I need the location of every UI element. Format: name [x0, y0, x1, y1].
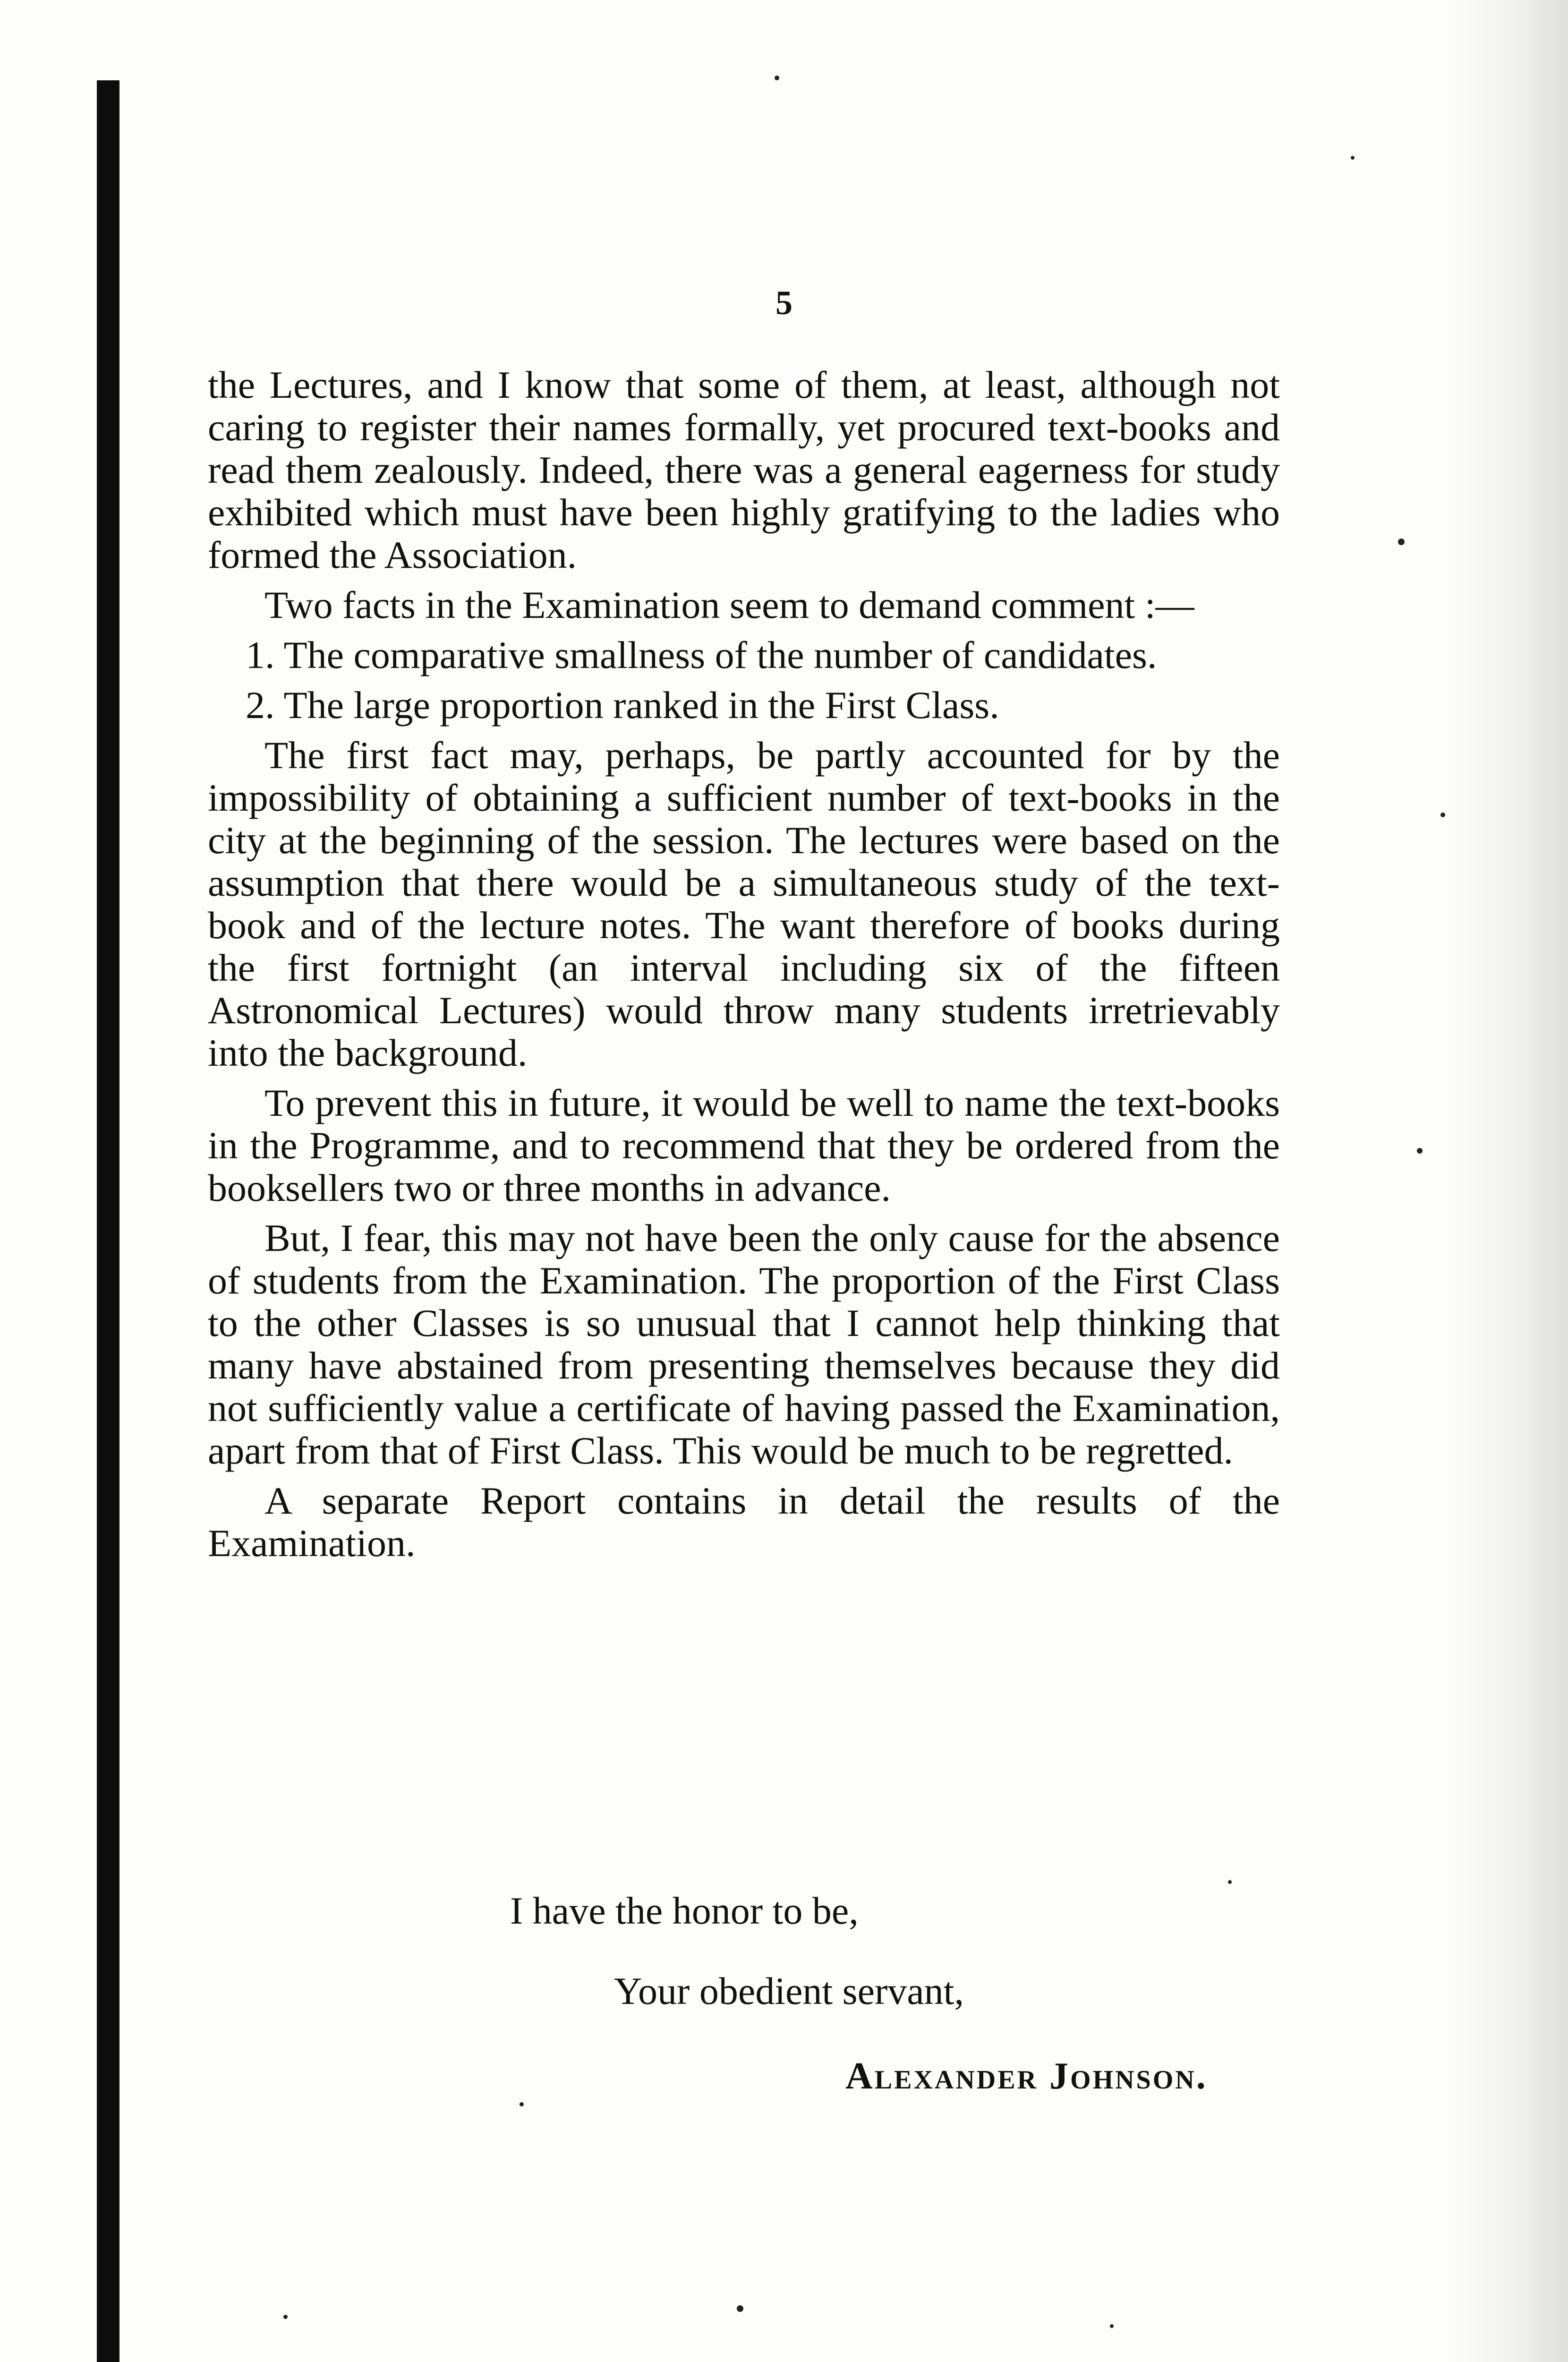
signature-name: Alexander Johnson. — [845, 2055, 1208, 2097]
list-item-1: 1. The comparative smallness of the number of candidates. — [246, 633, 1157, 676]
scan-speck — [1440, 813, 1445, 817]
paragraph-prevent: To prevent this in future, it would be well to name the text-books in the Programme, and to recommend that they be ordered from the booksellers two or three months in advance. — [208, 1081, 1280, 1209]
scan-speck — [1417, 1148, 1423, 1154]
scan-speck — [775, 76, 779, 80]
scan-binding-edge — [97, 80, 119, 2362]
page-number: 5 — [775, 284, 793, 322]
paragraph-separate-report: A separate Report contains in detail the results of the Examination. — [208, 1479, 1280, 1565]
scan-speck — [283, 2315, 288, 2319]
body-text — [208, 364, 1280, 1572]
scan-speck — [737, 2305, 743, 2312]
paragraph-but-i-fear: But, I fear, this may not have been the only cause for the absence of students from the Examination. The proportion of the First Class to the other Classes is so unusual that I cannot help thinking that many have abstained from presenting themselves because they did not sufficiently value a certificate of having passed the Examination, apart from that of First Class. This would be much to be regretted. — [208, 1216, 1280, 1472]
scan-page-shadow — [1445, 0, 1568, 2362]
closing-line-servant: Your obedient servant, — [614, 1969, 964, 2012]
paragraph-continuation: the Lectures, and I know that some of them, at least, although not caring to register their names formally, yet procured text-books and read them zealously. Indeed, there was a general eagerness for study exhibited which must have been highly gratifying to the ladies who formed the Association. — [208, 363, 1280, 576]
scan-speck — [1351, 156, 1355, 160]
scan-speck — [520, 2102, 524, 2106]
scan-speck — [1228, 1880, 1232, 1884]
scan-speck — [1398, 539, 1405, 545]
list-item-2: 2. The large proportion ranked in the First Class. — [246, 684, 999, 727]
scan-speck — [1110, 2324, 1114, 2328]
signature — [845, 2055, 1208, 2098]
closing-line-honor: I have the honor to be, — [510, 1889, 859, 1932]
paragraph-first-fact: The first fact may, perhaps, be partly accounted for by the impossibility of obtaining a sufficient number of text-books in the city at the beginning of the session. The lectures were based on the assumption that there would be a simultaneous study of the text-book and of the lecture notes. The want therefore of books during the first fortnight (an interval including six of the fifteen Astronomical Lectures) would throw many students irretrievably into the background. — [208, 734, 1280, 1074]
paragraph-two-facts: Two facts in the Examination seem to demand comment :— — [264, 583, 1194, 626]
